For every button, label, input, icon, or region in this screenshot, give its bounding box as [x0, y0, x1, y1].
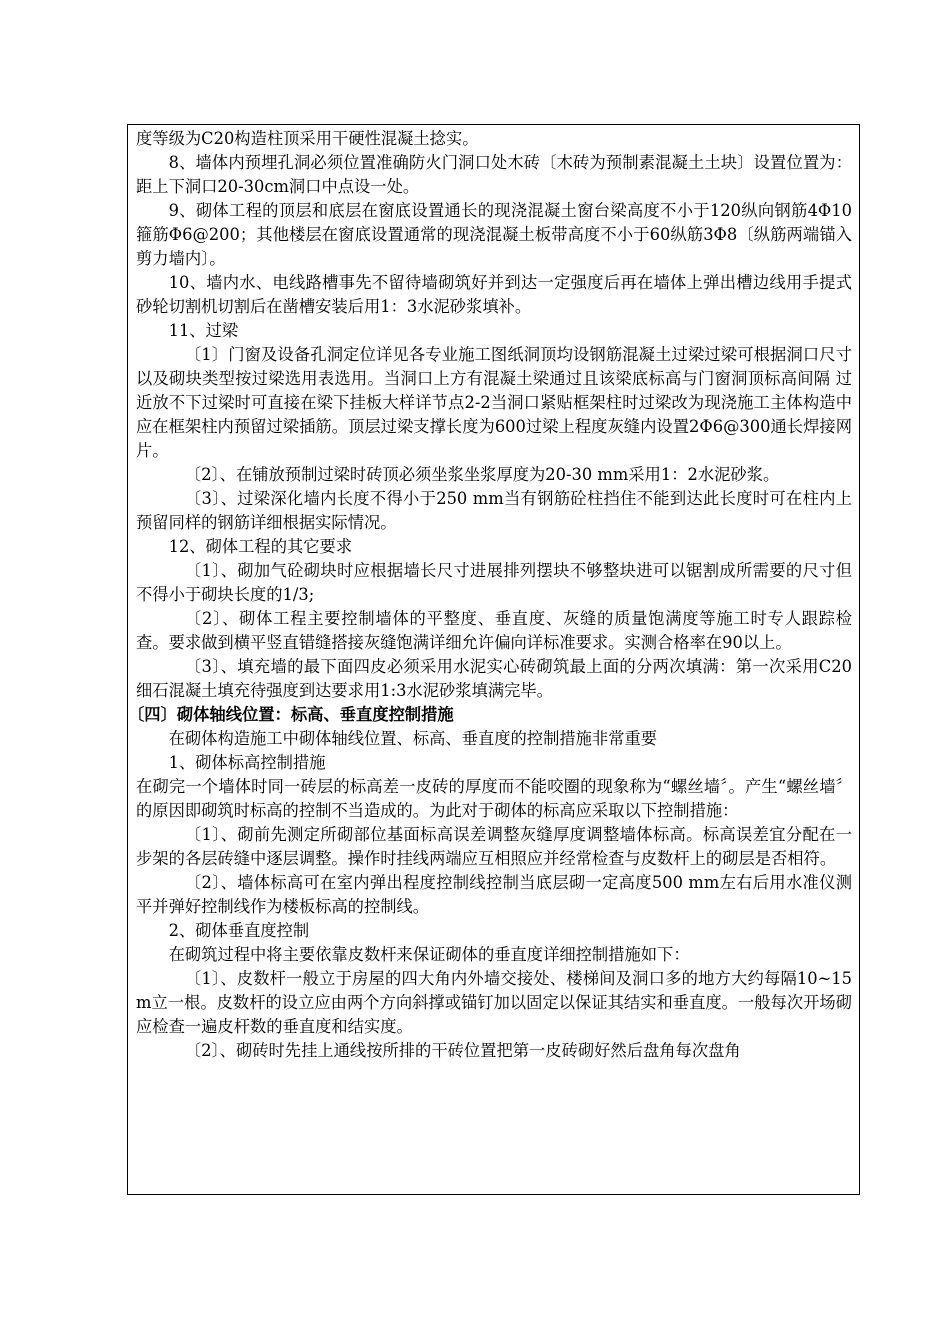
paragraph-verticality-2: 〔2〕、砌砖时先挂上通线按所排的干砖位置把第一皮砖砌好然后盘角每次盘角 [184, 1041, 741, 1060]
paragraph-item-10: 10、墙内水、电线路槽事先不留待墙砌筑好并到达一定强度后再在墙体上弹出槽边线用手提式砂轮切割机切割后在凿槽安装后用1：3水泥砂浆填补。 [136, 273, 852, 316]
paragraph-elevation-2: 〔2〕、墙体标高可在室内弹出程度控制线控制当底层砌一定高度500 mm左右后用水准仪测平并弹好控制线作为楼板标高的控制线。 [136, 873, 852, 916]
paragraph-12-2: 〔2〕、砌体工程主要控制墙体的平整度、垂直度、灰缝的质量饱满度等施工时专人跟踪检查。要求做到横平竖直错缝搭接灰缝饱满详细允许偏向详标准要求。实测合格率在90以上。 [136, 609, 852, 652]
section-heading-4: 〔四〕砌体轴线位置：标高、垂直度控制措施 [128, 705, 454, 724]
heading-elevation-control: 1、砌体标高控制措施 [168, 753, 326, 772]
heading-item-11: 11、过梁 [168, 321, 239, 340]
paragraph-12-3: 〔3〕、填充墙的最下面四皮必须采用水泥实心砖砌筑最上面的分两次填满：第一次采用C20细石混凝土填充待强度到达要求用1:3水泥砂浆填满完毕。 [136, 657, 852, 700]
paragraph-elevation-1: 〔1〕、砌前先测定所砌部位基面标高误差调整灰缝厚度调整墙体标高。标高误差宜分配在一步架的各层砖缝中逐层调整。操作时挂线两端应互相照应并经常检查与皮数杆上的砌层是否相符。 [136, 825, 852, 868]
paragraph-verticality-intro: 在砌筑过程中将主要依靠皮数杆来保证砌体的垂直度详细控制措施如下： [168, 945, 690, 964]
paragraph-verticality-1: 〔1〕、皮数杆一般立于房屋的四大角内外墙交接处、楼梯间及洞口多的地方大约每隔10~15 m立一根。皮数杆的设立应由两个方向斜撑或锚钉加以固定以保证其结实和垂直度。一般每次开场砌应检查一遍皮杆数的垂直度和结实度。 [136, 969, 852, 1036]
paragraph-12-1: 〔1〕、砌加气砼砌块时应根据墙长尺寸进展排列摆块不够整块进可以锯割成所需要的尺寸但不得小于砌块长度的1/3; [136, 561, 852, 604]
paragraph-11-1: 〔1〕门窗及设备孔洞定位详见各专业施工图纸洞顶均设钢筋混凝土过梁过梁可根据洞口尺寸以及砌块类型按过梁选用表选用。当洞口上方有混凝土梁通过且该梁底标高与门窗洞顶标高间隔 过近放不下过梁时可直接在梁下挂板大样详节点2-2当洞口紧贴框架柱时过梁改为现浇施工主体构造中应在框架柱内预留过梁插筋。顶层过梁支撑长度为600过梁上程度灰缝内设置2Φ6@300通长焊接网片。 [136, 345, 852, 460]
paragraph-item-9: 9、砌体工程的顶层和底层在窗底设置通长的现浇混凝土窗台梁高度不小于120纵向钢筋4Φ10箍筋Φ6@200；其他楼层在窗底设置通常的现浇混凝土板带高度不小于60纵筋3Φ8〔纵筋两端锚入剪力墙内〕。 [136, 201, 852, 268]
paragraph-item-8: 8、墙体内预埋孔洞必须位置准确防火门洞口处木砖〔木砖为预制素混凝土土块〕设置位置为：距上下洞口20-30cm洞口中点设一处。 [136, 153, 852, 196]
heading-item-12: 12、砌体工程的其它要求 [168, 537, 353, 556]
paragraph-section-intro: 在砌体构造施工中砌体轴线位置、标高、垂直度的控制措施非常重要 [168, 729, 658, 748]
heading-verticality-control: 2、砌体垂直度控制 [168, 921, 310, 940]
document-body [128, 127, 852, 1063]
paragraph-spiral-wall: 在砌完一个墙体时同一砖层的标高差一皮砖的厚度而不能咬圈的现象称为“螺丝墙〞。产生“螺丝墙〞的原因即砌筑时标高的控制不当造成的。为此对于砌体的标高应采取以下控制措施： [136, 777, 852, 820]
paragraph-11-3: 〔3〕、过梁深化墙内长度不得小于250 mm当有钢筋砼柱挡住不能到达此长度时可在柱内上预留同样的钢筋详细根据实际情况。 [136, 489, 852, 532]
paragraph-11-2: 〔2〕、在铺放预制过梁时砖顶必须坐浆坐浆厚度为20-30 mm采用1：2水泥砂浆。 [184, 465, 780, 484]
paragraph-0: 度等级为C20构造柱顶采用干硬性混凝土捻实。 [136, 129, 479, 148]
